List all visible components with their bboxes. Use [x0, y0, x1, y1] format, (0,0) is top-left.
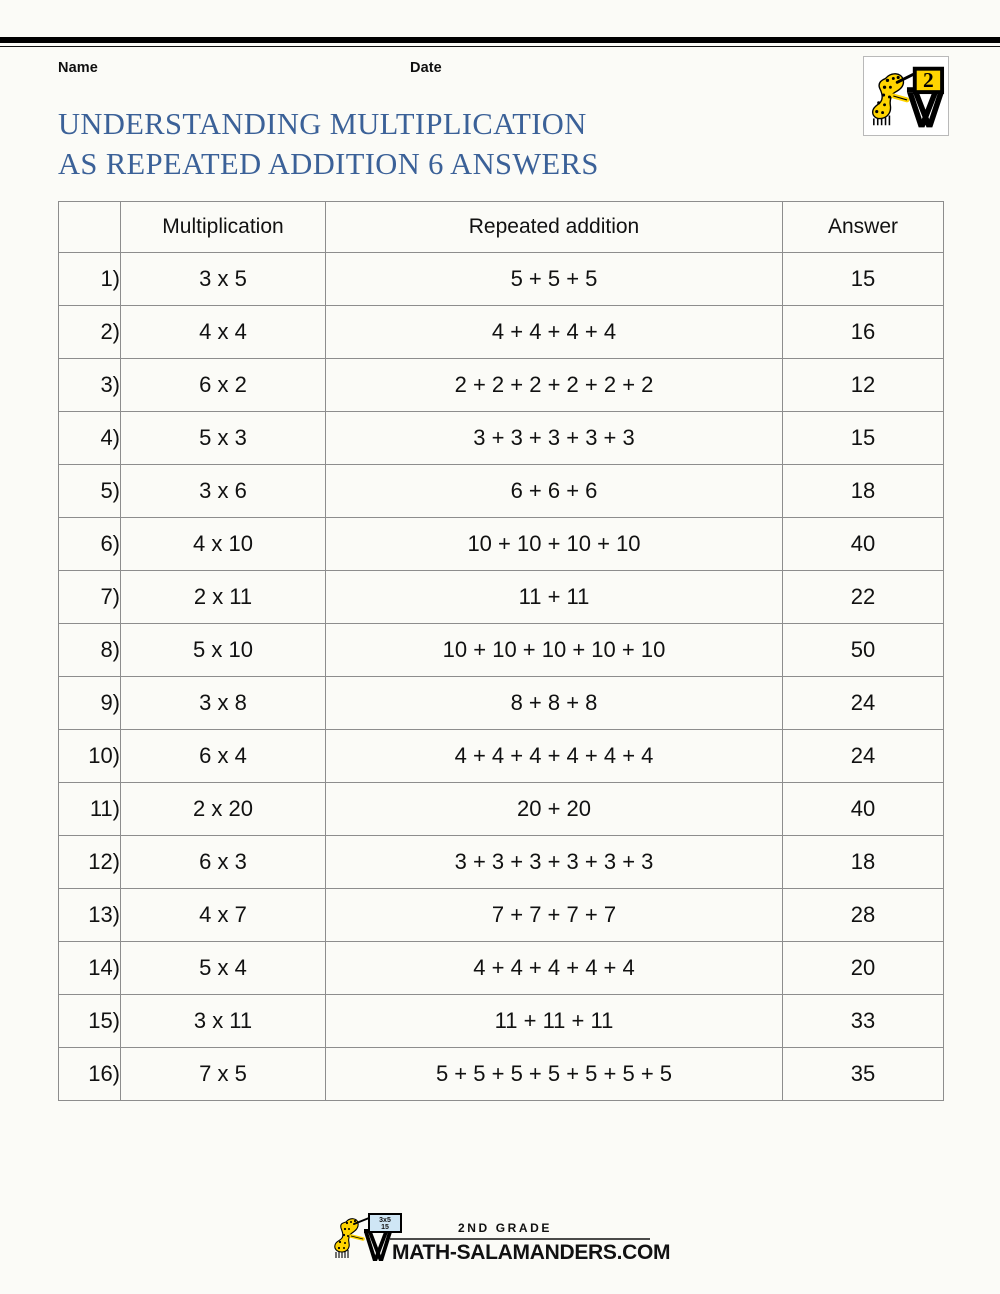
cell-multiplication: 7 x 5 [121, 1048, 326, 1101]
cell-answer: 24 [783, 730, 944, 783]
cell-answer: 20 [783, 942, 944, 995]
table-header-row [59, 202, 944, 253]
cell-multiplication: 5 x 10 [121, 624, 326, 677]
row-number: 5) [59, 465, 121, 518]
column-header-repeated-addition: Repeated addition [326, 202, 783, 253]
cell-multiplication: 5 x 4 [121, 942, 326, 995]
page-title-line-1: UNDERSTANDING MULTIPLICATION [58, 107, 587, 141]
cell-multiplication: 2 x 20 [121, 783, 326, 836]
table-row [59, 518, 944, 571]
table-row [59, 942, 944, 995]
row-number: 14) [59, 942, 121, 995]
table-row [59, 624, 944, 677]
footer-site-text: MATH-SALAMANDERS.COM [392, 1241, 670, 1264]
cell-repeated-addition: 7 + 7 + 7 + 7 [326, 889, 783, 942]
cell-answer: 18 [783, 836, 944, 889]
cell-answer: 50 [783, 624, 944, 677]
cell-answer: 18 [783, 465, 944, 518]
worksheet-table [58, 201, 944, 1101]
row-number: 11) [59, 783, 121, 836]
cell-multiplication: 3 x 5 [121, 253, 326, 306]
row-number: 6) [59, 518, 121, 571]
cell-repeated-addition: 4 + 4 + 4 + 4 [326, 306, 783, 359]
table-row [59, 889, 944, 942]
footer-grade-text: 2ND GRADE [457, 1221, 553, 1235]
cell-multiplication: 6 x 3 [121, 836, 326, 889]
page-title [58, 104, 838, 184]
row-number: 4) [59, 412, 121, 465]
page-top-rule-thick [0, 37, 1000, 43]
cell-answer: 15 [783, 412, 944, 465]
math-salamanders-wordmark [330, 1208, 670, 1270]
cell-repeated-addition: 5 + 5 + 5 + 5 + 5 + 5 + 5 [326, 1048, 783, 1101]
table-row [59, 465, 944, 518]
cell-answer: 16 [783, 306, 944, 359]
cell-repeated-addition: 4 + 4 + 4 + 4 + 4 [326, 942, 783, 995]
cell-multiplication: 6 x 4 [121, 730, 326, 783]
cell-multiplication: 2 x 11 [121, 571, 326, 624]
cell-repeated-addition: 3 + 3 + 3 + 3 + 3 + 3 [326, 836, 783, 889]
date-label: Date [410, 60, 442, 76]
cell-answer: 12 [783, 359, 944, 412]
cell-answer: 33 [783, 995, 944, 1048]
row-number: 7) [59, 571, 121, 624]
cell-repeated-addition: 2 + 2 + 2 + 2 + 2 + 2 [326, 359, 783, 412]
table-row [59, 253, 944, 306]
table-row [59, 783, 944, 836]
cell-multiplication: 4 x 7 [121, 889, 326, 942]
row-number: 15) [59, 995, 121, 1048]
cell-answer: 15 [783, 253, 944, 306]
table-row [59, 571, 944, 624]
cell-repeated-addition: 11 + 11 + 11 [326, 995, 783, 1048]
cell-repeated-addition: 10 + 10 + 10 + 10 + 10 [326, 624, 783, 677]
cell-answer: 40 [783, 783, 944, 836]
row-number: 1) [59, 253, 121, 306]
row-number: 13) [59, 889, 121, 942]
salamander-easel-icon [864, 57, 948, 135]
cell-answer: 22 [783, 571, 944, 624]
row-number: 2) [59, 306, 121, 359]
cell-repeated-addition: 11 + 11 [326, 571, 783, 624]
page-top-rule-thin [0, 46, 1000, 47]
cell-repeated-addition: 4 + 4 + 4 + 4 + 4 + 4 [326, 730, 783, 783]
column-header-answer: Answer [783, 202, 944, 253]
cell-multiplication: 3 x 8 [121, 677, 326, 730]
cell-multiplication: 4 x 10 [121, 518, 326, 571]
name-date-row [58, 60, 838, 80]
table-row [59, 995, 944, 1048]
table-row [59, 677, 944, 730]
grade-logo [863, 56, 949, 136]
page-title-line-2: AS REPEATED ADDITION 6 ANSWERS [58, 147, 599, 181]
row-number: 16) [59, 1048, 121, 1101]
cell-answer: 24 [783, 677, 944, 730]
cell-multiplication: 3 x 6 [121, 465, 326, 518]
table-row [59, 1048, 944, 1101]
table-row [59, 730, 944, 783]
row-number: 8) [59, 624, 121, 677]
name-label: Name [58, 60, 98, 76]
cell-answer: 35 [783, 1048, 944, 1101]
cell-repeated-addition: 10 + 10 + 10 + 10 [326, 518, 783, 571]
cell-answer: 28 [783, 889, 944, 942]
cell-multiplication: 3 x 11 [121, 995, 326, 1048]
row-number: 3) [59, 359, 121, 412]
table-row [59, 359, 944, 412]
worksheet-table-body [59, 253, 944, 1101]
cell-answer: 40 [783, 518, 944, 571]
footer-board-line-2: 15 [381, 1224, 389, 1231]
cell-multiplication: 6 x 2 [121, 359, 326, 412]
cell-repeated-addition: 8 + 8 + 8 [326, 677, 783, 730]
cell-multiplication: 5 x 3 [121, 412, 326, 465]
row-number: 10) [59, 730, 121, 783]
cell-repeated-addition: 6 + 6 + 6 [326, 465, 783, 518]
site-footer-logo [330, 1208, 670, 1270]
cell-repeated-addition: 5 + 5 + 5 [326, 253, 783, 306]
cell-multiplication: 4 x 4 [121, 306, 326, 359]
table-row [59, 306, 944, 359]
table-row [59, 836, 944, 889]
cell-repeated-addition: 20 + 20 [326, 783, 783, 836]
column-header-number [59, 202, 121, 253]
cell-repeated-addition: 3 + 3 + 3 + 3 + 3 [326, 412, 783, 465]
svg-text:2: 2 [923, 68, 934, 93]
table-row [59, 412, 944, 465]
footer-board-line-1: 3x5 [379, 1217, 391, 1224]
row-number: 12) [59, 836, 121, 889]
row-number: 9) [59, 677, 121, 730]
column-header-multiplication: Multiplication [121, 202, 326, 253]
